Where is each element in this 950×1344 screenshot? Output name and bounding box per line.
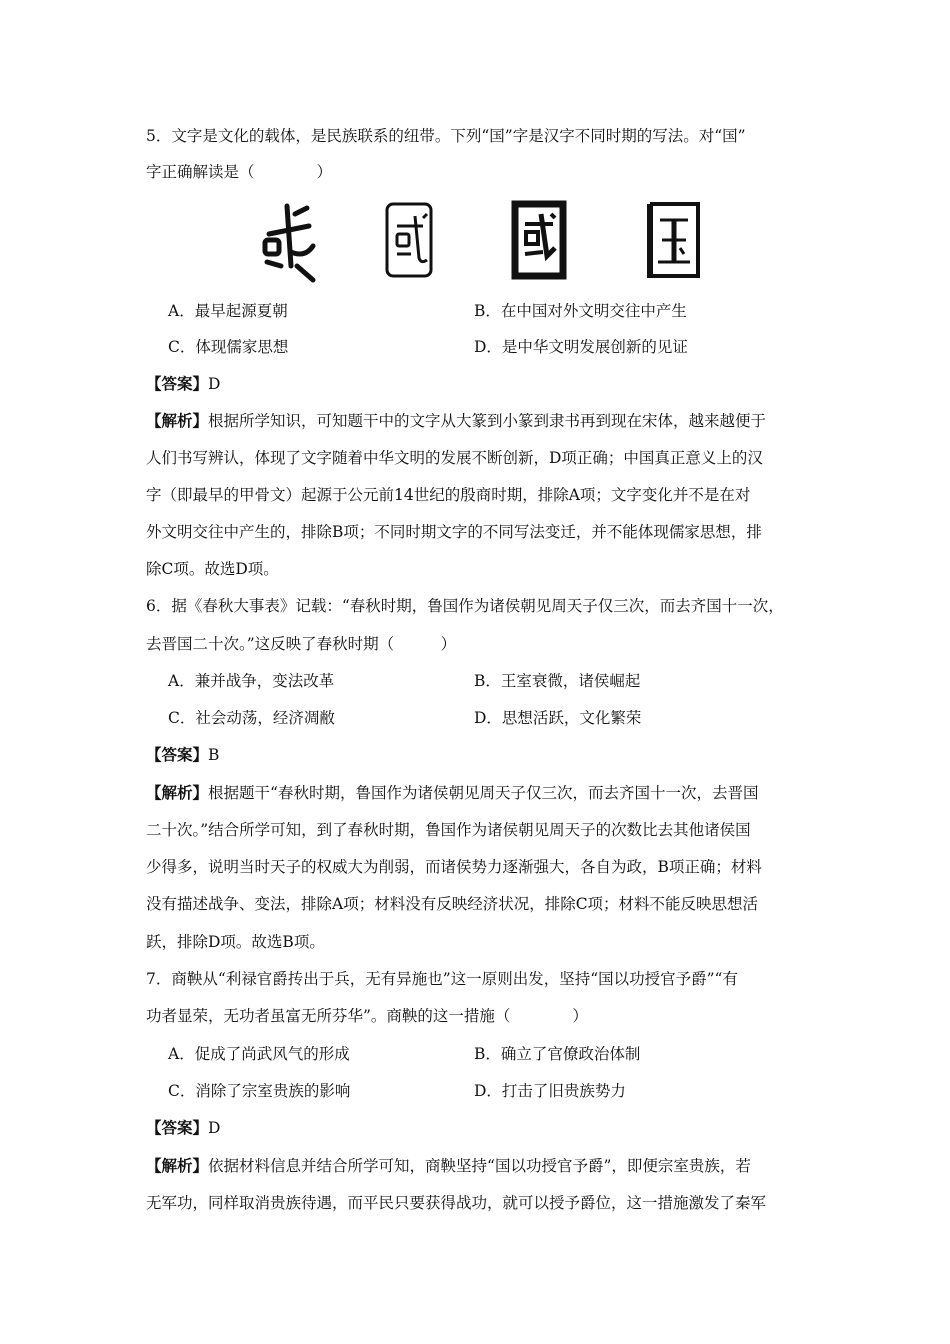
question-7-stem-line-2: 功者显荣，无功者虽富无所芬华”。商鞅的这一措施（ ） [146,1007,588,1025]
answer-value: B [208,746,220,764]
question-5-stem-line-2: 字正确解读是（ ） [146,163,333,181]
question-7-option-b: B．确立了官僚政治体制 [474,1045,641,1063]
analysis-label: 【解析】 [146,411,209,430]
analysis-text: 依据材料信息并结合所学可知，商鞅坚持“国以功授官予爵”，即便宗室贵族，若 [208,1157,751,1175]
analysis-text: 根据所学知识，可知题干中的文字从大篆到小篆到隶书再到现在宋体，越来越便于 [208,412,767,430]
question-6-answer [146,745,219,765]
analysis-text: 根据题干“春秋时期，鲁国作为诸侯朝见周天子仅三次，而去齐国十一次，去晋国 [208,784,759,802]
question-6-stem-line-2: 去晋国二十次。”这反映了春秋时期（ ） [146,635,457,653]
question-6-option-d: D．思想活跃，文化繁荣 [474,709,642,727]
question-7-answer [146,1118,220,1138]
question-5-option-b: B．在中国对外文明交往中产生 [474,302,687,320]
question-7-option-d: D．打击了旧贵族势力 [474,1082,626,1100]
question-6-option-c: C．社会动荡，经济凋敝 [168,709,335,727]
question-5-analysis-line-5: 除C项。故选D项。 [146,560,279,578]
question-6-option-b: B．王室衰微，诸侯崛起 [474,672,641,690]
question-6-analysis-line-2: 二十次。”结合所学可知，到了春秋时期，鲁国作为诸侯朝见周天子的次数比去其他诸侯国 [146,821,751,839]
question-7-option-a: A．促成了尚武风气的形成 [168,1045,350,1063]
question-7-analysis-line-1 [146,1156,751,1176]
question-6-analysis-line-3: 少得多，说明当时天子的权威大为削弱，而诸侯势力逐渐强大，各自为政，B项正确；材料 [146,858,762,876]
question-6-analysis-line-1 [146,783,758,803]
question-5-analysis-line-1 [146,411,766,431]
question-6-analysis-line-4: 没有描述战争、变法，排除A项；材料没有反映经济状况，排除C项；材料不能反映思想活 [146,895,759,913]
analysis-label: 【解析】 [146,783,209,802]
question-6-analysis-line-5: 跃，排除D项。故选B项。 [146,933,325,951]
guo-character-evolution-figure [255,196,705,286]
question-7-stem-line-1: 7．商鞅从“利禄官爵抟出于兵，无有异施也”这一原则出发，坚持“国以功授官予爵”“有 [146,970,738,988]
small-seal-guo-glyph [375,196,445,286]
question-5-option-a: A．最早起源夏朝 [168,302,288,320]
question-7-option-c: C．消除了宗室贵族的影响 [168,1082,351,1100]
question-5-analysis-line-3: 字（即最早的甲骨文）起源于公元前14世纪的殷商时期，排除A项；文字变化并不是在对 [146,486,751,504]
answer-label: 【答案】 [146,745,209,764]
question-5-analysis-line-4: 外文明交往中产生的，排除B项；不同时期文字的不同写法变迁，并不能体现儒家思想，排 [146,523,762,541]
answer-value: D [208,1119,221,1137]
question-5-option-c: C．体现儒家思想 [168,338,289,356]
question-5-option-d: D．是中华文明发展创新的见证 [474,338,688,356]
bronze-script-guo-glyph [255,196,325,286]
question-5-answer [146,374,220,394]
clerical-script-guo-glyph [505,196,575,286]
question-6-stem-line-1: 6．据《春秋大事表》记载：“春秋时期，鲁国作为诸侯朝见周天子仅三次，而去齐国十一次， [146,597,784,615]
answer-label: 【答案】 [146,374,209,393]
answer-value: D [208,375,221,393]
question-5-analysis-line-2: 人们书写辨认，体现了文字随着中华文明的发展不断创新，D项正确；中国真正意义上的汉 [146,449,763,467]
modern-song-guo-glyph [640,196,710,286]
answer-label: 【答案】 [146,1118,209,1137]
question-5-stem-line-1: 5．文字是文化的载体，是民族联系的纽带。下列“国”字是汉字不同时期的写法。对“国” [146,127,746,145]
analysis-label: 【解析】 [146,1156,209,1175]
question-7-analysis-line-2: 无军功，同样取消贵族待遇，而平民只要获得战功，就可以授予爵位，这一措施激发了秦军 [146,1194,767,1212]
question-6-option-a: A．兼并战争，变法改革 [168,672,335,690]
